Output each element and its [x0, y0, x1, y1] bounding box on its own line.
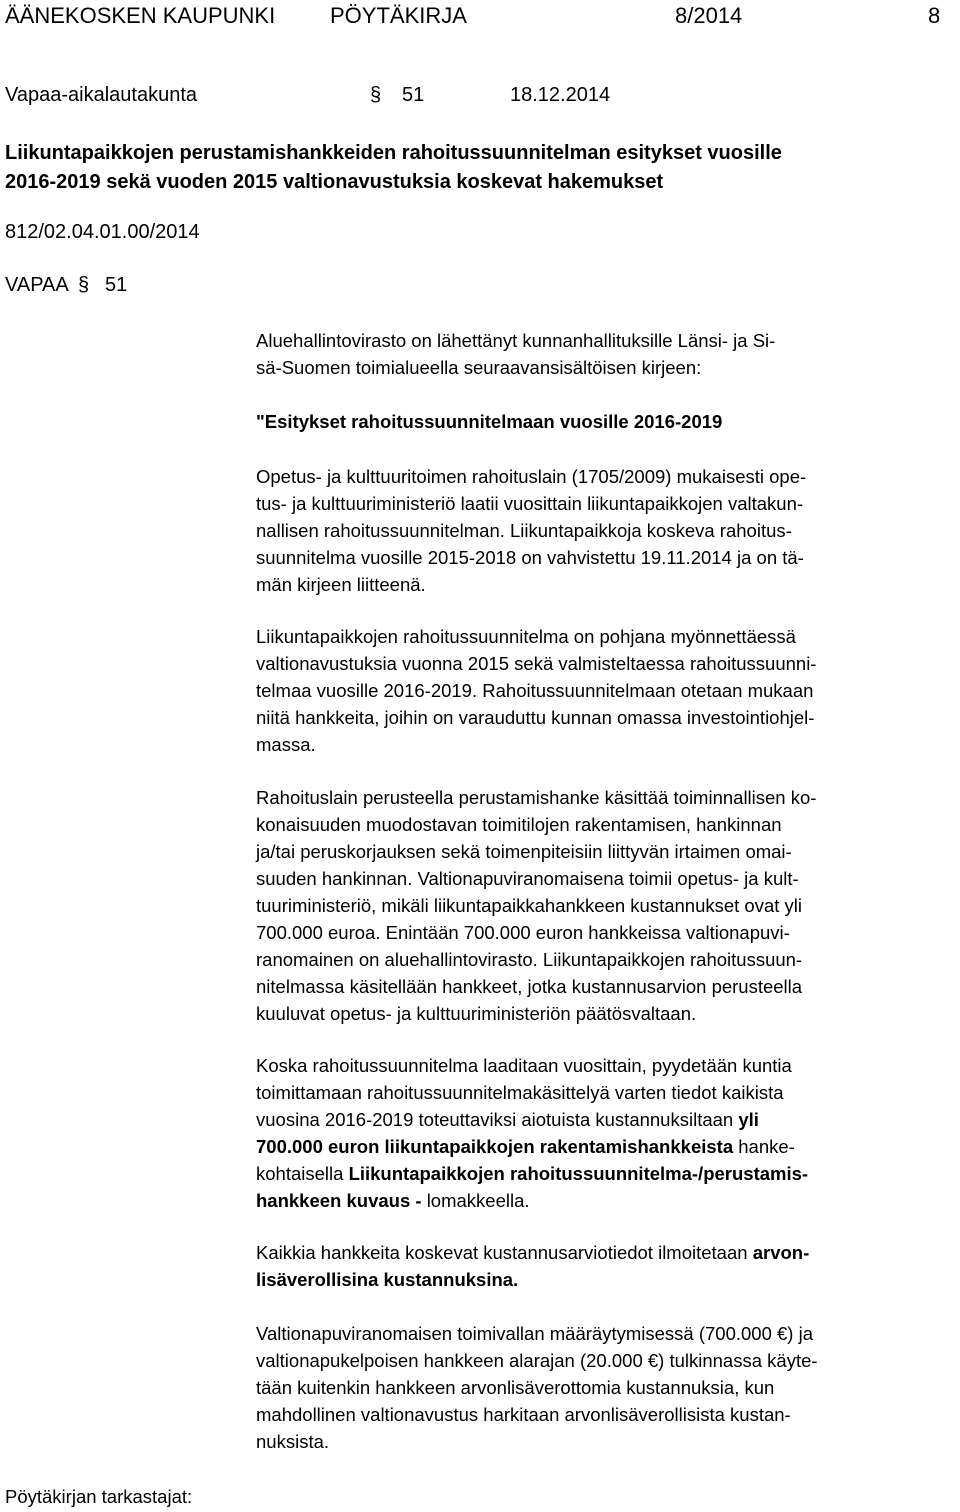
paragraph-4-line: Koska rahoitussuunnitelma laaditaan vuosittain, pyydetään kuntia	[256, 1055, 792, 1076]
paragraph-5-emphasis: arvon-	[752, 1242, 810, 1263]
board-name: Vapaa-aikalautakunta	[5, 84, 197, 106]
paragraph-6-line: Valtionapuviranomaisen toimivallan määräytymisessä (700.000 €) ja	[256, 1323, 813, 1344]
document-number: 8/2014	[675, 3, 743, 28]
paragraph-4-text: lomakkeella.	[426, 1190, 530, 1211]
reference-section-sign: §	[78, 274, 90, 296]
paragraph-5-text: Kaikkia hankkeita koskevat kustannusarviotiedot ilmoitetaan	[256, 1242, 753, 1263]
paragraph-1-line: suunnitelma vuosille 2015-2018 on vahvistettu 19.11.2014 ja on tä-	[256, 547, 804, 568]
title-line: 2016-2019 sekä vuoden 2015 valtionavustuksia koskevat hakemukset	[5, 171, 664, 193]
paragraph-6-line: nuksista.	[256, 1431, 330, 1452]
paragraph-4-text: kohtaisella	[256, 1163, 349, 1184]
paragraph-1-line: tus- ja kulttuuriministeriö laatii vuosittain liikuntapaikkojen valtakun-	[256, 493, 804, 514]
paragraph-4-emphasis: yli	[738, 1109, 759, 1130]
paragraph-3-line: nitelmassa käsitellään hankkeet, jotka kustannusarvion perusteella	[256, 976, 803, 997]
section-number: 51	[402, 84, 425, 106]
intro-line: Aluehallintovirasto on lähettänyt kunnanhallituksille Länsi- ja Si-	[256, 330, 776, 351]
paragraph-6-line: mahdollinen valtionavustus harkitaan arvonlisäverollisista kustan-	[256, 1404, 791, 1425]
paragraph-3-line: Rahoituslain perusteella perustamishanke käsittää toiminnallisen ko-	[256, 787, 817, 808]
letter-heading: "Esitykset rahoitussuunnitelmaan vuosille 2016-2019	[256, 411, 723, 432]
paragraph-4-emphasis: Liikuntapaikkojen rahoitussuunnitelma-/perustamis-	[348, 1163, 809, 1184]
record-number: 812/02.04.01.00/2014	[5, 221, 200, 243]
paragraph-4-emphasis: hankkeen kuvaus -	[256, 1190, 427, 1211]
paragraph-2-line: niitä hankkeita, joihin on varauduttu kunnan omassa investointiohjel-	[256, 707, 815, 728]
paragraph-3-line: konaisuuden muodostavan toimitilojen rakentamisen, hankinnan	[256, 814, 782, 835]
paragraph-1-line: nallisen rahoitussuunnitelman. Liikuntapaikkoja koskeva rahoitus-	[256, 520, 792, 541]
reference-prefix: VAPAA	[5, 274, 69, 296]
paragraph-3-line: tuuriministeriö, mikäli liikuntapaikkahankkeen kustannukset ovat yli	[256, 895, 803, 916]
paragraph-4-line	[256, 1109, 759, 1131]
paragraph-6-line: tään kuitenkin hankkeen arvonlisäverottomia kustannuksia, kun	[256, 1377, 775, 1398]
paragraph-3-line: ja/tai peruskorjauksen sekä toimenpiteisiin liittyvän irtaimen omai-	[256, 841, 792, 862]
inspectors-label: Pöytäkirjan tarkastajat:	[5, 1486, 193, 1507]
paragraph-1-line: män kirjeen liitteenä.	[256, 574, 426, 595]
intro-line: sä-Suomen toimialueella seuraavansisältöisen kirjeen:	[256, 357, 702, 378]
paragraph-4-text: hanke-	[733, 1136, 795, 1157]
meeting-date: 18.12.2014	[510, 84, 611, 106]
title-line: Liikuntapaikkojen perustamishankkeiden rahoitussuunnitelman esitykset vuosille	[5, 142, 782, 164]
document-type: PÖYTÄKIRJA	[330, 3, 467, 28]
page-number: 8	[928, 3, 941, 28]
paragraph-2-line: valtionavustuksia vuonna 2015 sekä valmisteltaessa rahoitussuunni-	[256, 653, 817, 674]
paragraph-4-text: vuosina 2016-2019 toteuttaviksi aiotuista kustannuksiltaan	[256, 1109, 739, 1130]
paragraph-5-line	[256, 1242, 809, 1264]
paragraph-4-line	[256, 1136, 795, 1158]
paragraph-4-emphasis: 700.000 euron liikuntapaikkojen rakentamishankkeista	[256, 1136, 734, 1157]
section-sign: §	[370, 84, 382, 106]
reference-section: 51	[105, 274, 128, 296]
paragraph-4-line: toimittamaan rahoitussuunnitelmakäsittelyä varten tiedot kaikista	[256, 1082, 784, 1103]
paragraph-3-line: 700.000 euroa. Enintään 700.000 euron hankkeissa valtionapuvi-	[256, 922, 790, 943]
paragraph-3-line: suuden hankinnan. Valtionapuviranomaisena toimii opetus- ja kult-	[256, 868, 799, 889]
paragraph-3-line: kuuluvat opetus- ja kulttuuriministeriön päätösvaltaan.	[256, 1003, 697, 1024]
municipality-name: ÄÄNEKOSKEN KAUPUNKI	[5, 3, 276, 28]
paragraph-2-line: telmaa vuosille 2016-2019. Rahoitussuunnitelmaan otetaan mukaan	[256, 680, 814, 701]
paragraph-4-line	[256, 1163, 808, 1185]
paragraph-3-line: ranomainen on aluehallintovirasto. Liikuntapaikkojen rahoitussuun-	[256, 949, 803, 970]
paragraph-2-line: Liikuntapaikkojen rahoitussuunnitelma on pohjana myönnettäessä	[256, 626, 796, 647]
paragraph-2-line: massa.	[256, 734, 316, 755]
paragraph-5-line: lisäverollisina kustannuksina.	[256, 1269, 519, 1290]
paragraph-6-line: valtionapukelpoisen hankkeen alarajan (20.000 €) tulkinnassa käyte-	[256, 1350, 818, 1371]
paragraph-1-line: Opetus- ja kulttuuritoimen rahoituslain (1705/2009) mukaisesti ope-	[256, 466, 807, 487]
paragraph-4-line	[256, 1190, 530, 1212]
